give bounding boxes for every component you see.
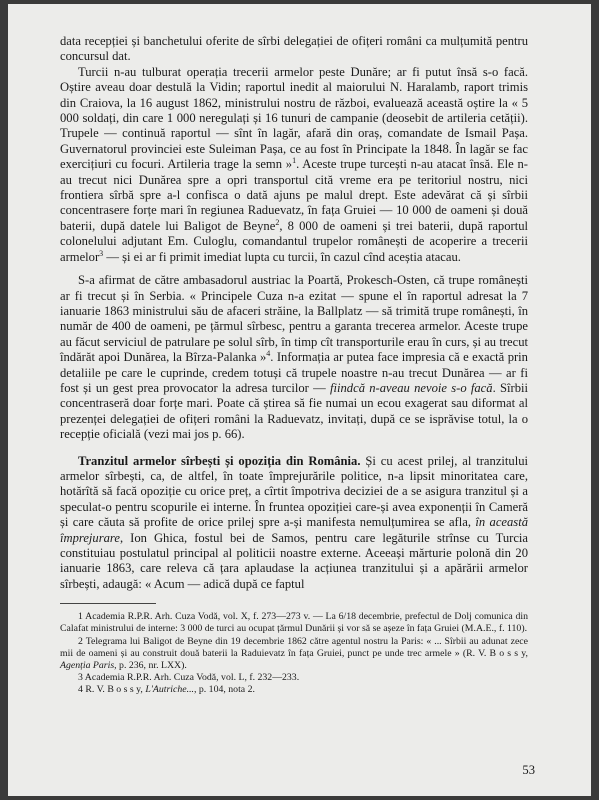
footnote-4-italic: L'Autriche... [145,684,194,696]
footnote-1 [60,611,528,635]
p3-italic: în această împrejurare [60,515,528,545]
p1-text-c: , 8 000 de oameni și trei baterii, după raportul colonelului adjutant Em. Culoglu, comandantul trupelor românești de acoperire a trecerii armelor [60,218,528,264]
paragraph-2 [60,273,528,442]
footnote-2 [60,636,528,673]
paragraph-1 [60,65,528,265]
page-content [60,34,528,697]
footnote-4-text-a: 4 R. V. B o s s y, [78,684,146,696]
p2-text-b: . Informația ar putea face impresia că e exactă prin detaliile pe care le cuprinde, credem totuși că trupele noastre n-au trecut Dunărea — ar fi fost și un gest prea provocator la adresa turcilor — [60,350,528,395]
footnote-divider [60,603,156,604]
footnote-2-italic: Agenția Paris [60,660,115,672]
p1-text-b: . Aceste trupe turcești n-au atacat însă. Ele n-au trecut nici Dunărea spre a opri transportul cită vreme era pe teritoriul nostru, nici frontiera sîrbă spre a-l confisca o dată ajuns pe malul drept. Este adevărat că și sîrbii concentrasere forțe mari în regiunea Raduevatz, în fața Gruiei — 10 000 de oameni și două baterii, după datele lui Baligot de Beyne [60,157,528,233]
p2-text-a: S-a afirmat de către ambasadorul austriac la Poartă, Prokesch-Osten, că trupe românești ar fi trecut și în Serbia. « Principele Cuza n-a ezitat — spune el în raportul adresat la 7 ianuarie 1863 ministrului său de afaceri străine, la Ballplatz — să trimită trupe românești, în număr de 400 de oameni, pe țărmul sîrbesc, pentru a garanta trecerea armelor. Aceste trupe au făcut serviciul de patrulare pe solul sîrb, în timp cît transporturile erau în curs, și au trecut îndărăt apoi Dunărea, la Bîrza-Palanka » [60,273,528,365]
footnote-2-text-b: , p. 236, nr. LXX). [114,660,187,672]
footnote-ref-4: 4 [266,348,271,358]
footnote-3 [60,672,528,684]
footnote-1-text: 1 Academia R.P.R. Arh. Cuza Vodă, vol. X, f. 273—273 v. — La 6/18 decembrie, prefectul de Dolj comunica din Calafat ministrului de interne: 3 000 de turci au ocupat țărmul Dunării și vor să se așeze în fața Gruiei (M.A.E., f. 110). [60,611,528,635]
footnote-3-text: 3 Academia R.P.R. Arh. Cuza Vodă, vol. L, f. 232—233. [78,672,300,684]
p2-text-c: . Sîrbii concentraseră doar forțe mari. Poate că știrea să fie numai un ecou exagerat sau diformat al prezenței delegației de ofițeri români la Raduevatz, invitați, după ce se isprăvise totul, la o recepție oficială (vezi mai jos p. 66). [60,380,528,442]
paragraph-continuation [60,34,528,65]
footnote-4-text-b: , p. 104, nota 2. [193,684,255,696]
p1-text-d: — și ei ar fi primit imediat lupta cu turcii, în cazul cînd aceștia atacau. [103,249,461,264]
footnote-4 [60,684,528,696]
p2-italic: fiindcă n-aveau nevoie s-o facă [330,380,493,395]
p3-text-b: , Ion Ghica, fostul bei de Samos, pentru care legăturile strînse cu Turcia constituiau postulatul principal al politicii noastre externe. Aceeași mărturie polonă din 20 ianuarie 1863, care releva că țara aplaudase la acțiunea tranzitului și a apărării armelor sîrbești, adaugă: « Acum — adică după ce faptul [60,530,528,591]
book-page [8,4,591,796]
p3-text-a: Și cu acest prilej, al tranzitului armelor sîrbești, ca, de altfel, în toate împrejurările politice, n-a lipsit minoritatea care, hotărîtă să facă opoziție cu orice preț, a cîrtit împotriva deciziei de a se asigura tranzitul și a speculat-o pentru scopurile ei interne. În fruntea opoziției care-și avea exponenții în Cameră și care căuta să profite de orice prilej spre a-și manifesta nemulțumirea se afla, [60,453,528,530]
footnote-2-text-a: 2 Telegrama lui Baligot de Beyne din 19 decembrie 1862 către agentul nostru la Paris: « ... Sîrbii au adunat zece mii de oameni și au construit două baterii la Raduievatz în fața Gruiei, punct pe unde trec armele » (R. V. B o s s y, [60,635,528,659]
paragraph-3 [60,454,528,593]
page-number: 53 [522,763,535,777]
footnote-ref-3: 3 [99,248,104,258]
footnote-ref-2: 2 [275,217,280,227]
p1-text-a: Turcii n-au tulburat operația trecerii armelor peste Dunăre; ar fi putut însă s-o facă. Oștire aveau doar destulă la Vidin; raportul inedit al maiorului N. Haralamb, raport trimis din Craiova, la 16 august 1862, ministrului nostru de război, evaluează această oștire la « 5 000 soldați, din care 1 000 neregulați și 16 tunuri de campanie (deosebit de artileria cetății). Trupele — continuă raportul — sînt în lagăr, afară din oraș, comandate de Ismail Pașa. Guvernatorul provinciei este Suleiman Pașa, ce au fost în Principate la 1848. În lagăr se fac exercițiuri cu focuri. Artileria trage la semn » [60,64,528,172]
section-heading: Tranzitul armelor sîrbești și opoziția din România. [78,453,361,468]
footnote-ref-1: 1 [292,156,297,166]
continuation-text: data recepției și banchetului oferite de sîrbi delegației de ofițeri români ca mulțumită pentru concursul dat. [60,34,528,64]
